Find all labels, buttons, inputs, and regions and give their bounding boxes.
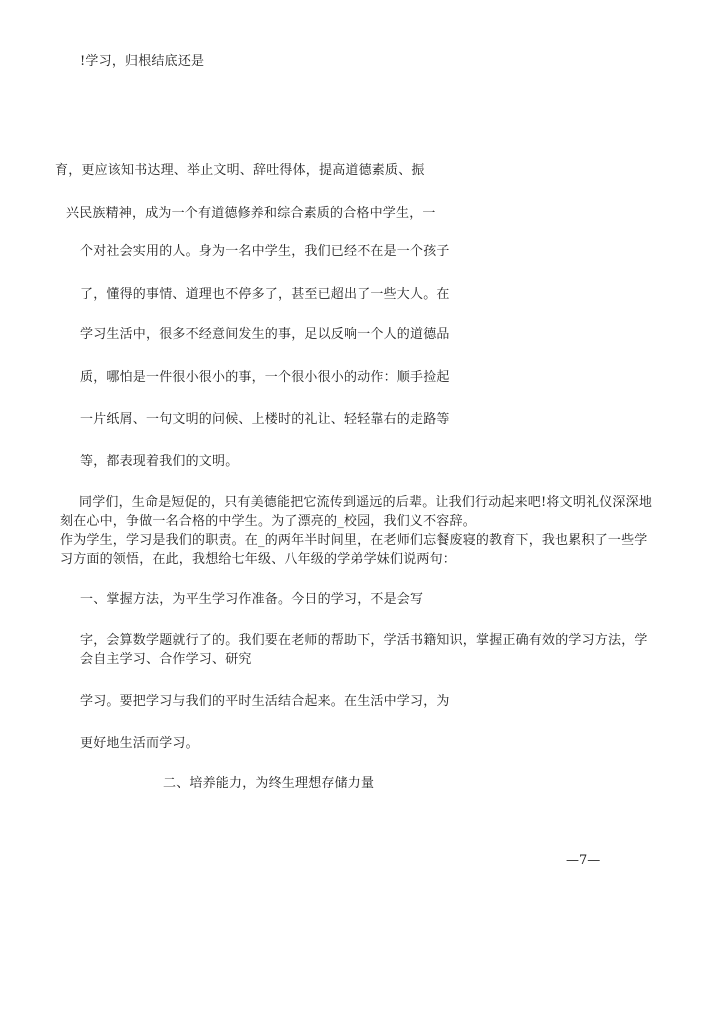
text-line: 学习。要把学习与我们的平时生活结合起来。在生活中学习，为 <box>80 694 450 709</box>
text-line: 质，哪怕是一件很小很小的事，一个很小很小的动作：顺手捡起 <box>80 370 450 385</box>
text-line: 等，都表现着我们的文明。 <box>80 454 239 469</box>
text-line: 一片纸屑、一句文明的问候、上楼时的礼让、轻轻靠右的走路等 <box>80 412 450 427</box>
point-one-heading: 一、掌握方法，为平生学习作准备。今日的学习，不是会写 <box>80 592 424 607</box>
point-one-body: 字，会算数学题就行了的。我们要在老师的帮助下，学活书籍知识，掌握正确有效的学习方法，学会自主学习、合作学习、研究 <box>80 633 648 667</box>
text-line: 兴民族精神，成为一个有道德修养和综合素质的合格中学生，一 <box>66 206 436 221</box>
text-line: 更好地生活而学习。 <box>80 736 199 751</box>
paragraph-classmates: 同学们，生命是短促的，只有美德能把它流传到遥远的后辈。让我们行动起来吧!将文明礼仪深深地刻在心中，争做一名合格的中学生。为了漂亮的_校园，我们义不容辞。 <box>60 495 653 529</box>
paragraph-duty: 作为学生，学习是我们的职责。在_的两年半时间里，在老师们忘餐废寝的教育下，我也累积了一些学习方面的领悟，在此，我想给七年级、八年级的学弟学妹们说两句： <box>60 533 648 567</box>
page-number: —7— <box>566 853 601 868</box>
text-line: 个对社会实用的人。身为一名中学生，我们已经不在是一个孩子 <box>80 244 450 259</box>
text-line: 育，更应该知书达理、举止文明、辞吐得体，提高道德素质、振 <box>55 163 425 178</box>
point-two-heading: 二、培养能力，为终生理想存储力量 <box>163 776 375 791</box>
text-line: !学习，归根结底还是 <box>80 54 205 69</box>
text-line: 了，懂得的事情、道理也不停多了，甚至已超出了一些大人。在 <box>80 287 450 302</box>
text-line: 学习生活中，很多不经意间发生的事，足以反响一个人的道德品 <box>80 327 450 342</box>
